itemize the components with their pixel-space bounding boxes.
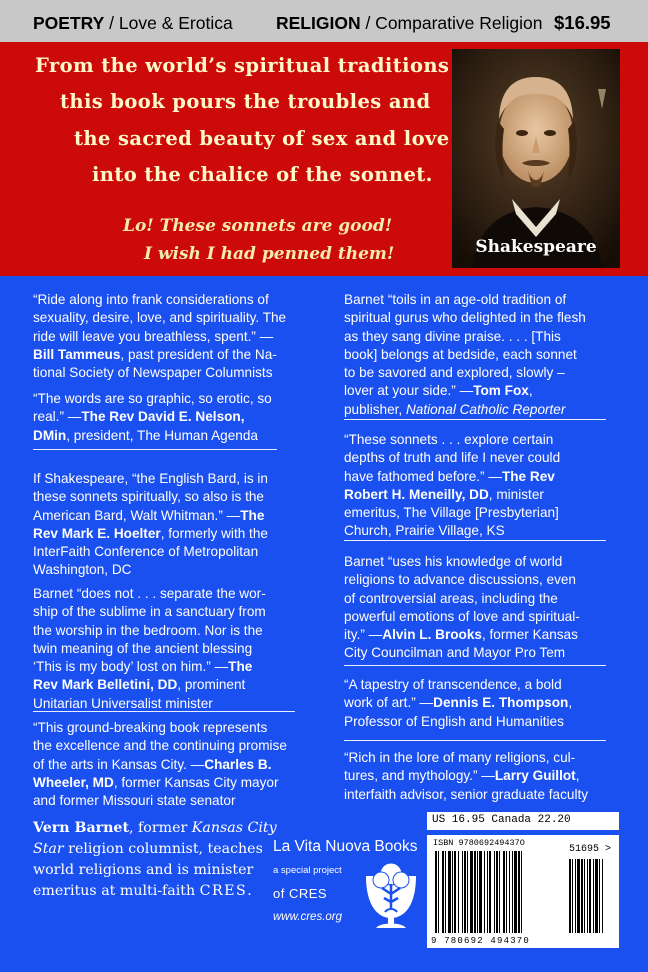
testimonial-hoelter: If Shakespeare, “the English Bard, is in these sonnets spiritually, so also is the American Bard, Walt Whitman.” —The Rev Mark E. Hoelter, formerly with the InterFaith Conference of Metropolitan Washington, DC xyxy=(33,471,268,578)
endorser-name: Tom Fox xyxy=(473,383,529,399)
barcode-bar xyxy=(479,851,482,933)
addon-bar xyxy=(577,859,580,933)
testimonial-nelson: “The words are so graphic, so erotic, so real.” —The Rev David E. Nelson, DMin, president, The Human Agenda xyxy=(33,391,272,443)
endorser-name: Larry Guillot xyxy=(494,768,576,784)
testimonial-wheeler: “This ground-breaking book represents the excellence and the continuing promise of the arts in Kansas City. —Charles B. Wheeler, MD, former Kansas City mayor and former Missouri state senator xyxy=(33,720,287,809)
barcode-bar xyxy=(487,851,488,933)
barcode-bar xyxy=(448,851,451,933)
testimonial-line: ride will leave you breathless, spent.” — xyxy=(33,328,274,344)
author-name: Vern Barnet xyxy=(33,820,130,836)
publisher-special: a special project xyxy=(273,865,342,876)
testimonial-fox: Barnet “toils in an age-old tradition of spiritual gurus who delighted in the flesh as they sang divine praise. . . . [This book] belongs at bedside, each sonnet to be savored and explored, slowly – lover at your side.” —Tom Fox, publisher, National Catholic Reporter xyxy=(344,292,586,417)
addon-bar xyxy=(584,859,585,933)
divider xyxy=(344,665,606,666)
barcode-bar xyxy=(509,851,510,933)
barcode-bar xyxy=(470,851,473,933)
addon-bar xyxy=(569,859,571,933)
barcode-bar xyxy=(496,851,498,933)
price-box: US 16.95 Canada 22.20 xyxy=(427,812,619,830)
barcode-bar xyxy=(445,851,446,933)
addon-bar xyxy=(572,859,573,933)
barcode-bar xyxy=(462,851,463,933)
tagline-line: From the world’s spiritual traditions xyxy=(35,54,450,77)
barcode-bar xyxy=(477,851,478,933)
addon-bar xyxy=(589,859,591,933)
barcode-bar xyxy=(474,851,476,933)
divider xyxy=(344,740,606,741)
endorser-name: Robert H. Meneilly, DD xyxy=(344,486,489,502)
divider xyxy=(33,711,295,712)
barcode-bar xyxy=(452,851,453,933)
testimonial-belletini: Barnet “does not . . . separate the wor- ship of the sublime in a sanctuary from the worship in the bedroom. Nor is the twin meaning of the ancient blessing ‘This is my body’ lost on him.” —The Rev Mark Belletini, DD, prominent Unitarian Universalist minister xyxy=(33,586,266,711)
addon-bar xyxy=(575,859,576,933)
endorser-name: Bill Tammeus xyxy=(33,346,121,362)
barcode-bar xyxy=(521,851,522,933)
endorser-name: The Rev David E. Nelson, xyxy=(81,409,245,425)
barcode-addon: 51695 > xyxy=(569,844,612,855)
publisher-name: La Vita Nuova Books xyxy=(273,838,418,855)
category-bar xyxy=(0,0,648,42)
barcode-bar xyxy=(484,851,485,933)
testimonial-meneilly: “These sonnets . . . explore certain depths of truth and life I never could have fathomed before.” —The Rev Robert H. Meneilly, DD, minister emeritus, The Village [Presbyterian] Church, Prairie Village, KS xyxy=(344,432,561,539)
testimonial-tammeus: “Ride along into frank considerations of sexuality, desire, love, and spirituality. The ride will leave you breathless, spent.” — Bill Tammeus, past president of the Na- tional Society of Newspaper Columnists xyxy=(33,291,333,382)
isbn-barcode xyxy=(427,835,619,948)
addon-bar xyxy=(593,859,594,933)
endorser-name: Rev Mark Belletini, DD xyxy=(33,677,178,693)
publisher-of-cres: of CRES xyxy=(273,886,328,901)
addon-bar xyxy=(587,859,588,933)
shakespeare-portrait xyxy=(452,49,620,268)
testimonial-brooks: Barnet “uses his knowledge of world religions to advance discussions, even of controversial areas, including the powerful emotions of love and spiritual- ity.” —Alvin L. Brooks, former Kansas City Councilman and Mayor Pro Tem xyxy=(344,554,580,661)
testimonial-line: “Ride along into frank considerations of xyxy=(33,292,269,307)
barcode-digits: 9 780692 494370 xyxy=(431,936,531,946)
barcode-bar xyxy=(438,851,439,933)
testimonial-line: tional Society of Newspaper Columnists xyxy=(33,365,273,381)
endorser-name: Wheeler, MD xyxy=(33,774,114,790)
endorser-name: Alvin L. Brooks xyxy=(382,627,482,643)
tagline-line: this book pours the troubles and xyxy=(60,90,431,113)
barcode-bar xyxy=(467,851,468,933)
chalice-tree-logo-icon xyxy=(362,862,420,934)
addon-bar xyxy=(581,859,583,933)
addon-bar xyxy=(602,859,603,933)
barcode-bar xyxy=(506,851,507,933)
endorser-name: Dennis E. Thompson xyxy=(433,695,569,711)
category-poetry: POETRY / Love & Erotica xyxy=(33,13,233,33)
author-bio: Vern Barnet, former Kansas City Star religion columnist, teaches world religions and is minister emeritus at multi-faith CRES. xyxy=(33,820,277,899)
publisher-url: www.cres.org xyxy=(273,911,343,923)
shakespeare-quote-line: I wish I had penned them! xyxy=(144,244,395,264)
barcode-bar xyxy=(489,851,491,933)
testimonial-thompson: “A tapestry of transcendence, a bold work of art.” —Dennis E. Thompson, Professor of English and Humanities xyxy=(344,677,573,729)
price-label: $16.95 xyxy=(554,12,611,33)
barcode-bar xyxy=(499,851,500,933)
endorser-name: Rev Mark E. Hoelter xyxy=(33,525,161,541)
divider xyxy=(33,449,277,450)
barcode-bar xyxy=(458,851,459,933)
barcode-bar xyxy=(442,851,444,933)
tagline-line: into the chalice of the sonnet. xyxy=(92,163,433,186)
testimonial-line: sexuality, desire, love, and spirituality. The xyxy=(33,310,287,326)
barcode-bar xyxy=(435,851,437,933)
barcode-bar xyxy=(503,851,505,933)
divider xyxy=(344,419,606,420)
portrait-image xyxy=(452,49,620,268)
barcode-bar xyxy=(494,851,495,933)
barcode-bar xyxy=(514,851,517,933)
barcode-bar xyxy=(454,851,456,933)
tagline-line: the sacred beauty of sex and love xyxy=(74,127,450,150)
barcode-bar xyxy=(512,851,513,933)
barcode-bar xyxy=(518,851,520,933)
testimonial-guillot: “Rich in the lore of many religions, cul- tures, and mythology.” —Larry Guillot, interfaith advisor, senior graduate faculty xyxy=(344,750,589,802)
shakespeare-quote-line: Lo! These sonnets are good! xyxy=(123,216,393,236)
isbn-label: ISBN 978069249437O xyxy=(433,838,525,848)
barcode-bar xyxy=(464,851,466,933)
addon-bar xyxy=(595,859,598,933)
addon-bar xyxy=(599,859,600,933)
category-religion: RELIGION / Comparative Religion xyxy=(276,13,543,33)
portrait-caption: Shakespeare xyxy=(475,237,597,257)
